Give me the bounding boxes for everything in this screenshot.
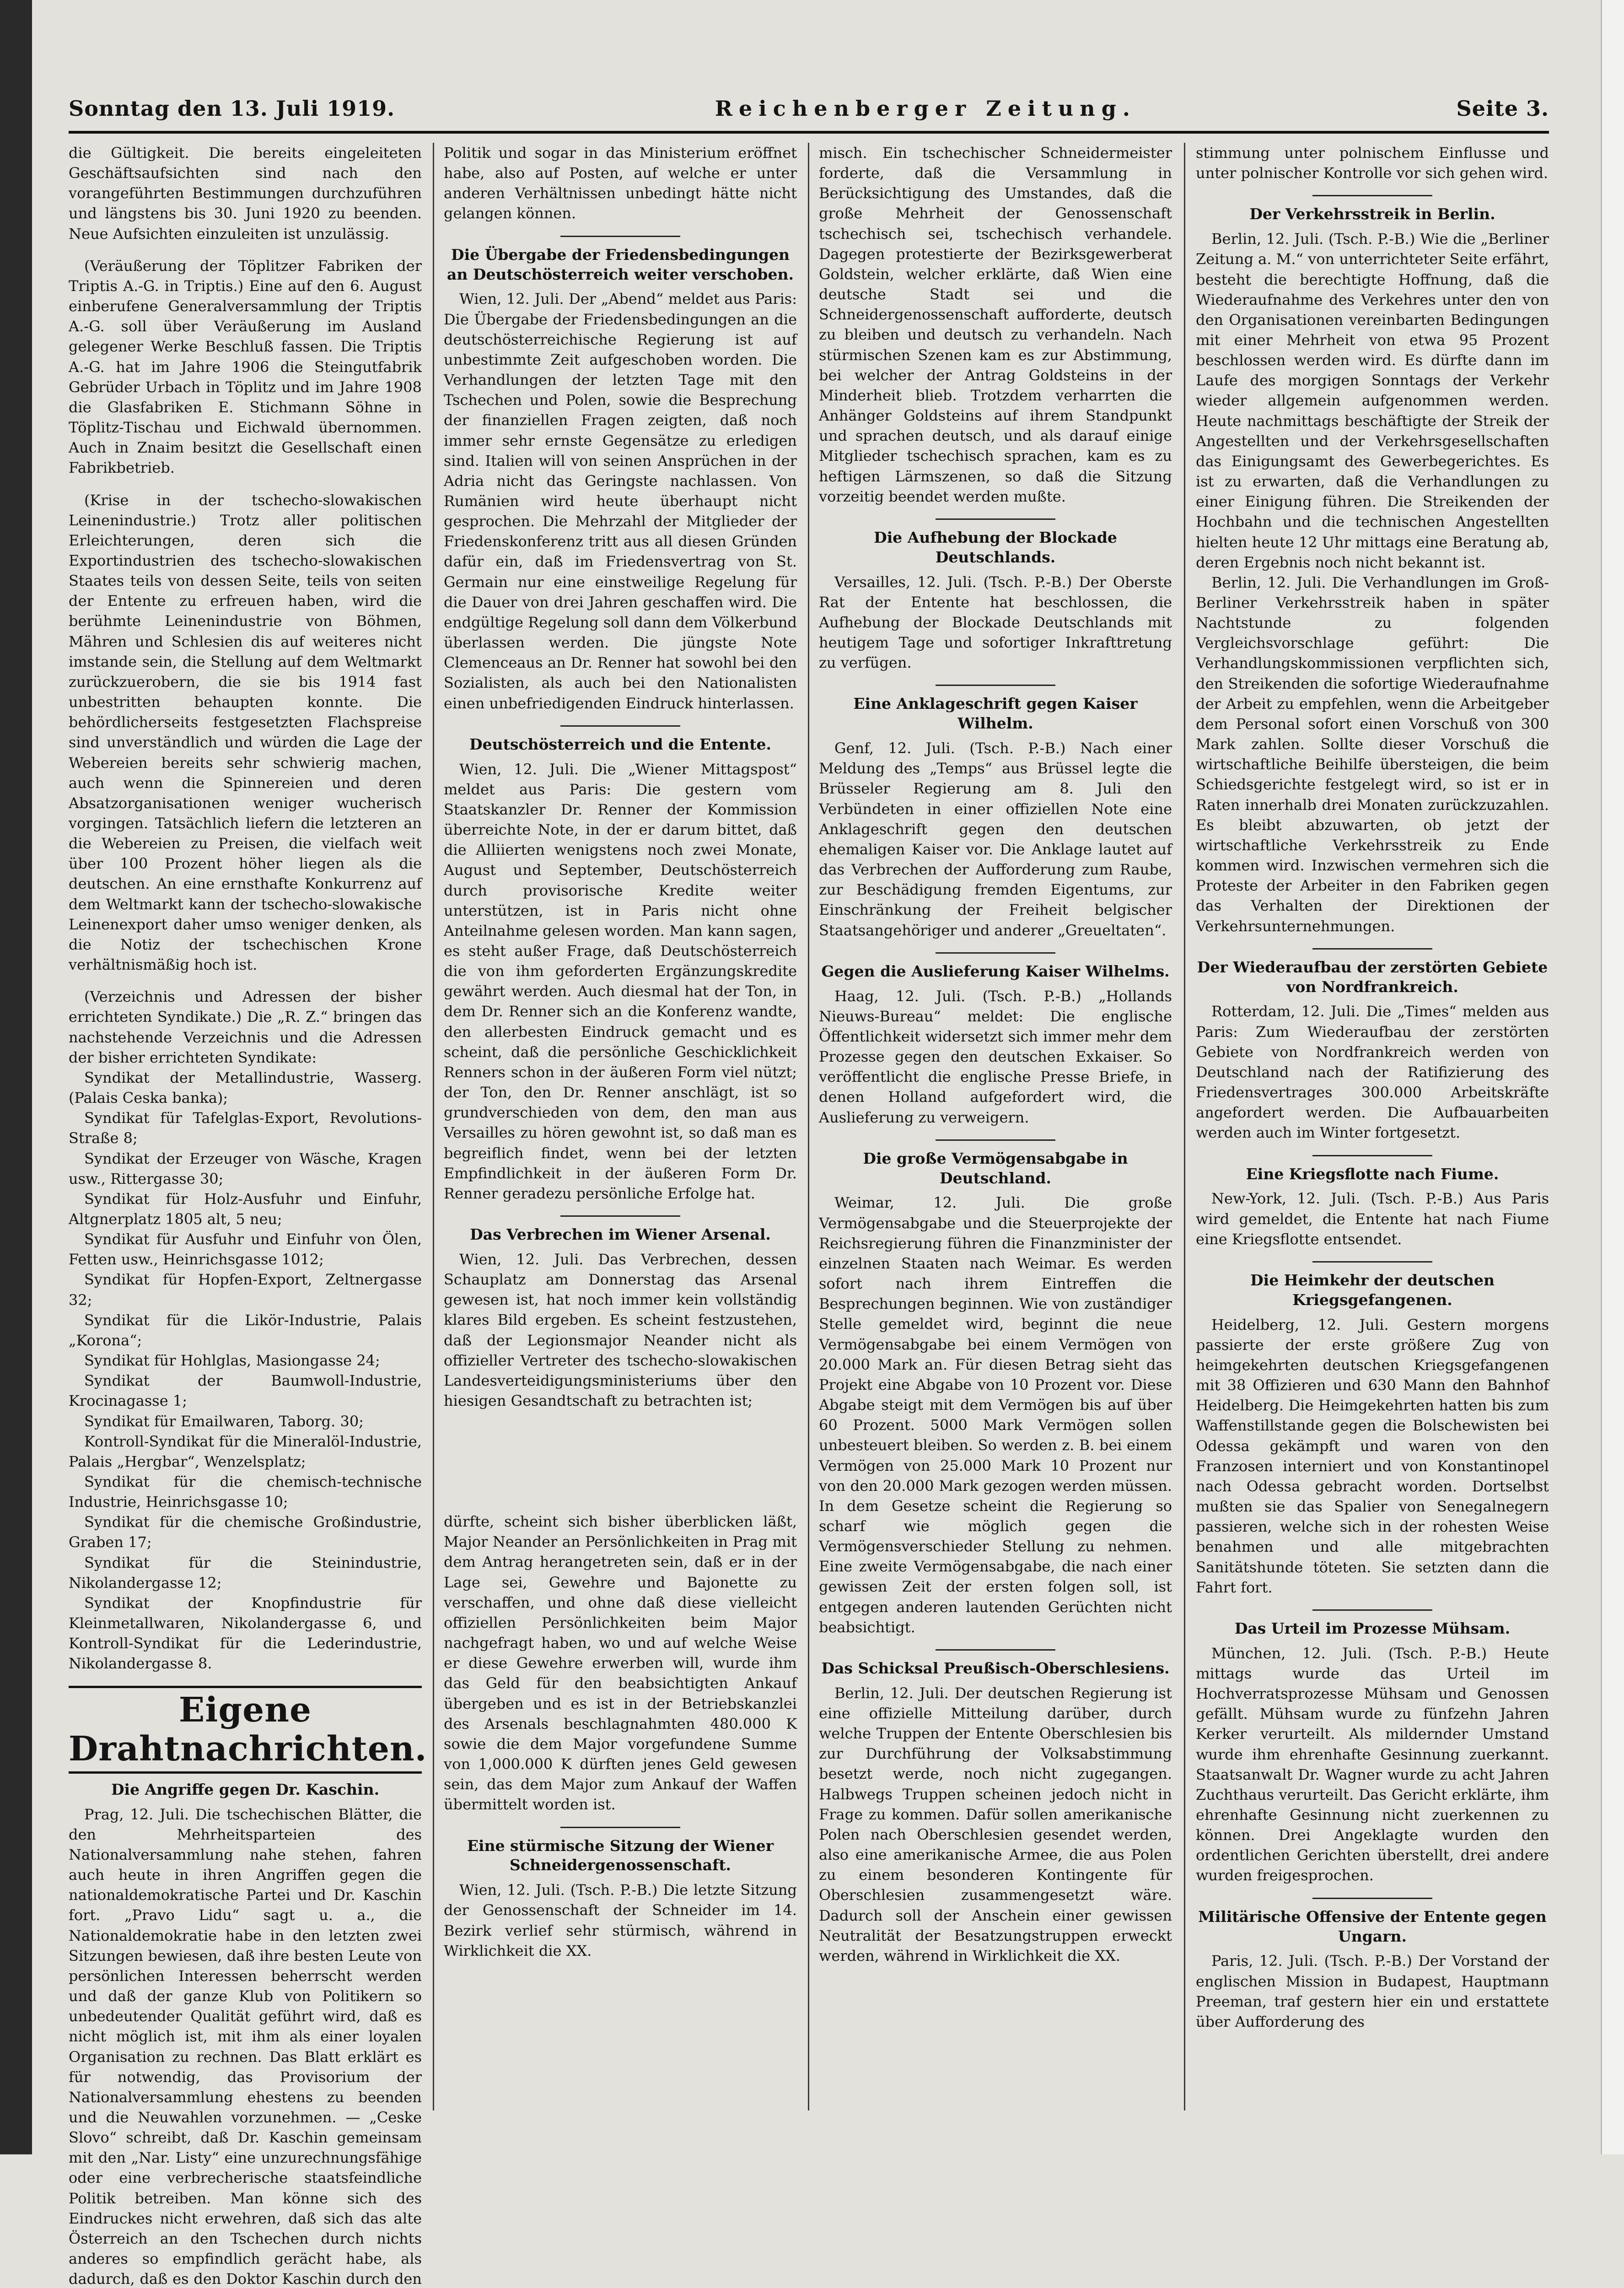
- article-headline: Das Urteil im Prozesse Mühsam.: [1234, 1619, 1511, 1637]
- article-body: Berlin, 12. Juli. Die Verhandlungen im Groß-Berliner Verkehrsstreik haben in später Nachtstunde zu folgenden Vergleichsvorschlage geführt: Die Verhandlungskommissionen verpflichten sich, den Streikenden die sofortige Wiederaufnahme der Arbeit zu empfehlen, wenn die Arbeitgeber dem Personal sofort einen Vorschuß von 300 Mark zahlen. Sollte dieser Vorschuß die wirtschaftliche Beihilfe übersteigen, die beim Schiedsgerichte festgelegt wird, so ist er in Raten innerhalb drei Monaten zurückzuzahlen. Es bleibt abzuwarten, ob jetzt der wirtschaftliche Verkehrsstreik zu Ende kommen wird. Inzwischen vermehren sich die Proteste der Arbeiter in den Fabriken gegen das Verhalten der Direktionen der Verkehrsunternehmungen.: [1196, 573, 1549, 935]
- article-headline: Die Angriffe gegen Dr. Kaschin.: [111, 1780, 380, 1798]
- article: [819, 528, 1172, 673]
- article-body: dürfte, scheint sich bisher überblicken läßt, Major Neander an Persönlichkeiten in Prag mit dem Antrag herangetreten sein, daß er in der Lage sei, Gewehre und Bajonette zu verschaffen, und ohne daß diese vielleicht offiziellen Persönlichkeiten beim Major nachgefragt haben, wo und auf welche Weise er diese Gewehre erwerben will, wurde ihm das Geld für den beabsichtigten Ankauf übergeben und es ist in der Betriebskanzlei des Arsenals beschlagnahmten 480.000 K sowie die dem Major vorgefundene Summe von 1,000.000 K dürften jenes Geld gewesen sein, das dem Major zum Ankauf der Waffen übermittelt worden ist.: [444, 1513, 797, 1813]
- article-body: Versailles, 12. Juli. (Tsch. P.-B.) Der Oberste Rat der Entente hat beschlossen, die Aufhebung der Blockade Deutschlands mit heutigem Tage und sofortiger Inkrafttretung zu verfügen.: [819, 573, 1172, 672]
- article: [69, 987, 422, 1673]
- article: [819, 143, 1172, 507]
- article-body: (Verzeichnis und Adressen der bisher errichteten Syndikate.) Die „R. Z.“ bringen das nachstehende Verzeichnis und die Adressen der bisher errichteten Syndikate:: [69, 988, 422, 1066]
- article-body: Berlin, 12. Juli. (Tsch. P.-B.) Wie die „Berliner Zeitung a. M.“ von unterrichteter Seite erfährt, besteht die berechtigte Hoffnung, daß die Wiederaufnahme des Verkehres unter den von den Organisationen vereinbarten Bedingungen mit einer Mehrheit von etwa 95 Prozent beschlossen werden wird. Es dürfte dann im Laufe des morgigen Sonntags der Verkehr wieder allgemein aufgenommen werden. Heute nachmittags beschäftigte der Streik der Angestellten und der Verkehrsgesellschaften das Einigungsamt des Gewerbegerichtes. Es ist zu erwarten, daß die Verhandlungen zu einer Einigung führen. Die Streikenden der Hochbahn und die technischen Angestellten hielten heute 12 Uhr mittags eine Beratung ab, deren Ergebnis noch nicht bekannt ist.: [1196, 230, 1549, 571]
- header-paper-title: Reichenberger Zeitung.: [715, 96, 1136, 121]
- list-item: Syndikat für die Steinindustrie, Nikolandergasse 12;: [69, 1554, 422, 1592]
- column-3: [819, 143, 1172, 2110]
- article: [1196, 143, 1549, 183]
- column-2: [444, 143, 797, 2110]
- article: [444, 735, 797, 1203]
- section-heading: Eigene Drahtnachrichten.: [69, 1686, 422, 1774]
- article-separator: [936, 1649, 1055, 1651]
- article: [819, 1659, 1172, 1966]
- article-headline: Militärische Offensive der Entente gegen Ungarn.: [1198, 1907, 1547, 1945]
- article-separator: [936, 518, 1055, 520]
- article-body: Wien, 12. Juli. Das Verbrechen, dessen Schauplatz am Donnerstag das Arsenal gewesen ist, hat noch immer kein vollständig klares Bild ergeben. Es scheint festzustehen, daß der Legionsmajor Neander nicht als offizieller Vertreter des tschecho-slowakischen Landesverteidigungsministeriums über den hiesigen Gesandtschaft zu betrachten ist;: [444, 1250, 797, 1409]
- article-headline: Deutschösterreich und die Entente.: [469, 735, 771, 753]
- article-body: Rotterdam, 12. Juli. Die „Times“ melden aus Paris: Zum Wiederaufbau der zerstörten Gebiete von Nordfrankreich werden von Deutschland nach der Ratifizierung des Friedensvertrages 300.000 Arbeitskräfte angefordert werden. Die Aufbauarbeiten werden auch im Winter fortgesetzt.: [1196, 1003, 1549, 1142]
- article-separator: [1312, 1261, 1432, 1263]
- article-headline: Die Übergabe der Friedensbedingungen an Deutschösterreich weiter verschoben.: [447, 245, 794, 283]
- article-body: Wien, 12. Juli. Der „Abend“ meldet aus Paris: Die Übergabe der Friedensbedingungen an die deutschösterreichische Regierung ist auf unbestimmte Zeit aufgeschoben worden. Die Verhandlungen der letzten Tage mit den Tschechen und Polen, sowie die Besprechung der finanziellen Fragen zeigten, daß noch immer sehr ernste Gegensätze zu erledigen sind. Italien will von seinen Ansprüchen in der Adria nicht das Geringste nachlassen. Von Rumänien wird heute überhaupt nicht gesprochen. Die Mehrzahl der Mitglieder der Friedenskonferenz tritt aus all diesen Gründen dafür ein, daß im Friedensvertrag von St. Germain nur eine einstweilige Regelung für die Dauer von drei Jahren geschaffen wird. Die endgültige Regelung soll dann dem Völkerbund überlassen werden. Die jüngste Note Clemenceaus an Dr. Renner hat sowohl bei den Sozialisten, als auch bei den Nationalisten einen unbefriedigenden Eindruck hinterlassen.: [444, 290, 797, 712]
- list-item: Syndikat für die chemische Großindustrie, Graben 17;: [69, 1513, 422, 1551]
- article-body: Wien, 12. Juli. Die „Wiener Mittagspost“ meldet aus Paris: Die gestern vom Staatskanzler Dr. Renner der Kommission überreichte Note, in der er darum bittet, daß die Alliierten wenigstens noch zwei Monate, August und September, Deutschösterreich durch provisorische Kredite weiter unterstützen, ist in Paris nicht ohne Anteilnahme gelesen worden. Man kann sagen, es steht außer Frage, daß Deutschösterreich die von ihm geforderten Ergänzungskredite gewährt werden. Auch diesmal hat der Ton, in dem Dr. Renner sich an die Konferenz wandte, den allerbesten Eindruck gemacht und es scheint, daß die persönliche Geschicklichkeit Renners schon in der äußeren Form viel nützt; der Ton, den Dr. Renner anschlägt, ist so grundverschieden von dem, den man aus Versailles zu hören gewohnt ist, so daß man es begreiflich findet, wenn bei der letzten Empfindlichkeit in der äußeren Form Dr. Renner geradezu persönliche Erfolge hat.: [444, 760, 797, 1202]
- article: [69, 1780, 422, 2288]
- column-4: [1196, 143, 1549, 2110]
- article-body: (Veräußerung der Töplitzer Fabriken der Triptis A.-G. in Triptis.) Eine auf den 6. August einberufene Generalversammlung der Triptis A.-G. soll über Veräußerung im Ausland gelegener Werke Beschluß fassen. Die Triptis A.-G. hat im Jahre 1906 die Steingutfabrik Gebrüder Urbach in Töplitz und im Jahre 1908 die Glasfabriken E. Stichmann Söhne in Töplitz-Tischau und Eichwald übernommen. Auch in Znaim besitzt die Gesellschaft einen Fabrikbetrieb.: [69, 257, 422, 477]
- article-headline: Die Aufhebung der Blockade Deutschlands.: [874, 528, 1117, 566]
- article: [1196, 1165, 1549, 1249]
- article-separator: [1312, 948, 1432, 950]
- article: [1196, 1907, 1549, 2032]
- article: [819, 694, 1172, 940]
- article-headline: Der Wiederaufbau der zerstörten Gebiete von Nordfrankreich.: [1197, 958, 1548, 996]
- column-1: [69, 143, 427, 2288]
- list-item: Syndikat für Hohlglas, Masiongasse 24;: [84, 1352, 380, 1370]
- article: [444, 1836, 797, 1961]
- list-item: Syndikat der Baumwoll-Industrie, Krocinagasse 1;: [69, 1372, 422, 1410]
- article: [819, 962, 1172, 1128]
- article: [444, 1225, 797, 1814]
- article-separator: [560, 1827, 680, 1828]
- article-separator: [1312, 1155, 1432, 1156]
- article-body: die Gültigkeit. Die bereits eingeleiteten Geschäftsaufsichten sind nach den vorangeführten Bestimmungen durchzuführen und längstens bis 30. Juni 1920 zu beenden. Neue Aufsichten einzuleiten ist unzulässig.: [69, 144, 422, 243]
- article: [69, 490, 422, 975]
- article-body: Prag, 12. Juli. Die tschechischen Blätter, die den Mehrheitsparteien des Nationalversammlung nahe stehen, fahren auch heute in ihren Angriffen gegen die nationaldemokratische Partei und Dr. Kaschin fort. „Pravo Lidu“ sagt u. a., die Nationaldemokratie habe in den letzten zwei Sitzungen bewiesen, daß ihre besten Leute von persönlichen Interessen beherrscht werden und daß der ganze Klub von Politikern so unbedeutender Qualität geführt wird, daß es nicht möglich ist, mit ihm als einer loyalen Organisation zu rechnen. Das Blatt erklärt es für notwendig, das Provisorium der Nationalversammlung ehestens zu beenden und die Neuwahlen vorzunehmen. — „Ceske Slovo“ schreibt, daß Dr. Kaschin gemeinsam mit den „Nar. Listy“ eine unzurechnungsfähige oder eine verbrecherische staatsfeindliche Politik betreiben. Man könne sich des Eindruckes nicht erwehren, daß sich das alte Österreich an den Tschechen durch nichts anderes so empfindlich gerächt habe, als dadurch, daß es den Doktor Kaschin durch den: [69, 1805, 422, 2288]
- page-header: [69, 92, 1549, 125]
- article: [69, 256, 422, 478]
- list-item: Syndikat der Knopfindustrie für Kleinmetallwaren, Nikolandergasse 6, und Kontroll-Syndikat für die Lederindustrie, Nikolandergasse 8.: [69, 1594, 422, 1673]
- article-separator: [560, 1215, 680, 1217]
- article-headline: Gegen die Auslieferung Kaiser Wilhelms.: [821, 962, 1170, 980]
- article-headline: Eine stürmische Sitzung der Wiener Schneidergenossenschaft.: [467, 1836, 774, 1874]
- article-body: stimmung unter polnischem Einflusse und unter polnischer Kontrolle vor sich gehen wird.: [1196, 144, 1549, 182]
- article-body: Weimar, 12. Juli. Die große Vermögensabgabe und die Steuerprojekte der Reichsregierung führen die Finanzminister der einzelnen Staaten nach Weimar. Es werden sofort nach ihrem Eintreffen die Besprechungen beginnen. Wie von zuständiger Stelle gemeldet wird, beginnt die neue Vermögensabgabe bei einem Vermögen von 20.000 Mark an. Für diesen Betrag sieht das Projekt eine Abgabe von 10 Prozent vor. Diese Abgabe steigt mit dem Vermögen bis auf über 60 Prozent. 5000 Mark Vermögen sollen unbesteuert bleiben. So werden z. B. bei einem Vermögen von 25.000 Mark 10 Prozent nur von den 20.000 Mark gezogen werden müssen. In dem Gesetze scheint die Regierung so scharf wie möglich gegen die Vermögensverschieder Stellung zu nehmen. Eine zweite Vermögensabgabe, die nach einer gewissen Zeit der ersten folgen soll, ist entgegen anderen lautenden Gerüchten nicht beabsichtigt.: [819, 1194, 1172, 1636]
- list-item: Syndikat der Metallindustrie, Wasserg. (Palais Ceska banka);: [69, 1068, 422, 1107]
- article-body: Politik und sogar in das Ministerium eröffnet habe, also auf Posten, auf welche er unter anderen Verhältnissen unbedingt hätte nicht gelangen können.: [444, 144, 797, 222]
- list-item: Syndikat für Tafelglas-Export, Revolutions-Straße 8;: [69, 1109, 422, 1147]
- article-separator: [560, 725, 680, 727]
- article-separator: [560, 236, 680, 237]
- syndicate-list: [69, 1068, 422, 1674]
- list-item: Syndikat für Ausfuhr und Einfuhr von Ölen, Fetten usw., Heinrichsgasse 1012;: [69, 1230, 422, 1268]
- article-body: (Krise in der tschecho-slowakischen Leinenindustrie.) Trotz aller politischen Erleichterungen, deren sich die Exportindustrien des tschecho-slowakischen Staates teils von dessen Seite, teils von seiten der Entente zu erfreuen haben, wird die berühmte Leinenindustrie von Böhmen, Mähren und Schlesien dis auf weiteres nicht imstande sein, die Stellung auf dem Weltmarkt zurückzuerobern, die sie bis 1914 fast unbestritten behaupten konnte. Die behördlicherseits festgesetzten Flachspreise sind unverständlich und würden die Lage der Webereien bereits sehr schwierig machen, auch wenn die Spinnereien und deren Absatzorganisationen weniger wucherisch vorgingen. Tatsächlich liefern die letzteren an die Webereien zu Preisen, die vielfach weit über 100 Prozent höher liegen als die deutschen. An eine ernsthafte Konkurrenz auf dem Weltmarkt kann der tschecho-slowakische Leinenexport daher umso weniger denken, als die Notiz der tschechischen Krone verhältnismäßig hoch ist.: [69, 491, 422, 974]
- article-body: New-York, 12. Juli. (Tsch. P.-B.) Aus Paris wird gemeldet, die Entente hat nach Fiume eine Kriegsflotte entsendet.: [1196, 1190, 1549, 1248]
- list-item: Syndikat für die chemisch-technische Industrie, Heinrichsgasse 10;: [69, 1473, 422, 1511]
- article-headline: Der Verkehrsstreik in Berlin.: [1249, 205, 1495, 223]
- article: [819, 1149, 1172, 1637]
- article: [444, 245, 797, 713]
- list-item: Syndikat für die Likör-Industrie, Palais „Korona“;: [69, 1311, 422, 1349]
- list-item: Syndikat für Emailwaren, Taborg. 30;: [84, 1412, 364, 1430]
- article: [1196, 1619, 1549, 1886]
- article-body: Berlin, 12. Juli. Der deutschen Regierung ist eine offizielle Mitteilung darüber, durch welche Truppen der Entente Oberschlesien bis zur Durchführung der Volksabstimmung besetzt werde, noch nicht zugegangen. Halbwegs Truppen scheinen jedoch nicht in Frage zu kommen. Dafür sollen amerikanische Polen nach Oberschlesien gesendet werden, also eine amerikanische Armee, die aus Polen zu einem besonderen Kontingente für Oberschlesien zusammengesetzt wäre. Dadurch soll der Anschein einer gewissen Neutralität der Besatzungstruppen erweckt werden, während in Wirklichkeit die XX.: [819, 1684, 1172, 1964]
- column-gap: [444, 1411, 797, 1511]
- article-separator: [936, 1139, 1055, 1141]
- article-body: Heidelberg, 12. Juli. Gestern morgens passierte der erste größere Zug von heimgekehrten deutschen Kriegsgefangenen mit 38 Offizieren und 630 Mann den Bahnhof Heidelberg. Die Heimgekehrten hatten bis zum Waffenstillstande gegen die Bolschewisten bei Odessa gekämpft und waren von den Franzosen interniert und von Konstantinopel nach Odessa gebracht worden. Dortselbst mußten sie das Spalier von Senegalnegern passieren, welche sich in der rohesten Weise benahmen und alle mitgebrachten Sanitätshunde töteten. Sie setzten dann die Fahrt fort.: [1196, 1316, 1549, 1596]
- scan-edge-right: [1601, 0, 1624, 2154]
- scan-edge-left: [0, 0, 32, 2154]
- article-separator: [936, 685, 1055, 686]
- article-headline: Die Heimkehr der deutschen Kriegsgefangenen.: [1250, 1271, 1495, 1309]
- article-body: Haag, 12. Juli. (Tsch. P.-B.) „Hollands Nieuws-Bureau“ meldet: Die englische Öffentlichkeit widersetzt sich immer mehr dem Prozesse gegen den deutschen Exkaiser. So veröffentlicht die englische Presse Briefe, in denen Holland aufgefordert wird, die Auslieferung zu verweigern.: [819, 987, 1172, 1126]
- article-body: Paris, 12. Juli. (Tsch. P.-B.) Der Vorstand der englischen Mission in Budapest, Hauptmann Preeman, traf gestern hier ein und erstattete über Aufforderung des: [1196, 1952, 1549, 2030]
- newspaper-page: [69, 92, 1549, 2288]
- article: [1196, 958, 1549, 1143]
- list-item: Syndikat für Hopfen-Export, Zeltnergasse 32;: [69, 1271, 422, 1309]
- article-separator: [1312, 1609, 1432, 1611]
- header-rule: [69, 131, 1549, 134]
- article-body: Genf, 12. Juli. (Tsch. P.-B.) Nach einer Meldung des „Temps“ aus Brüssel legte die Brüsseler Regierung am 8. Juli den Verbündeten in einer offiziellen Note eine Anklageschrift gegen den deutschen ehemaligen Kaiser vor. Die Anklage lautet auf das Verbrechen der Aufforderung zum Raube, zur Beschädigung fremden Eigentums, zur Einschränkung der Freiheit belgischer Staatsangehöriger und anderer „Greueltaten“.: [819, 739, 1172, 939]
- article-body: Wien, 12. Juli. (Tsch. P.-B.) Die letzte Sitzung der Genossenschaft der Schneider im 14. Bezirk verlief sehr stürmisch, während in Wirklichkeit die XX.: [444, 1881, 797, 1959]
- article-headline: Die große Vermögensabgabe in Deutschland.: [863, 1149, 1128, 1187]
- article-headline: Eine Anklageschrift gegen Kaiser Wilhelm.: [853, 695, 1138, 733]
- article: [444, 143, 797, 224]
- header-page-number: Seite 3.: [1456, 96, 1549, 121]
- article-headline: Eine Kriegsflotte nach Fiume.: [1246, 1165, 1499, 1183]
- article: [1196, 205, 1549, 936]
- article: [1196, 1271, 1549, 1597]
- article-body: misch. Ein tschechischer Schneidermeister forderte, daß die Versammlung in Berücksichtigung des Umstandes, daß die große Mehrheit der Genossenschaft tschechisch sei, tschechisch verhandele. Dagegen protestierte der Bezirksgewerberat Goldstein, welcher erklärte, daß Wien eine deutsche Stadt sei und die Schneidergenossenschaft aufforderte, deutsch zu bleiben und deutsch zu verhandeln. Nach stürmischen Szenen kam es zur Abstimmung, bei welcher der Antrag Goldsteins in der Minderheit blieb. Trotzdem verharrten die Anhänger Goldsteins auf ihrem Standpunkt und sprachen deutsch, und als darauf einige Mitglieder tschechisch sprachen, kam es zu heftigen Lärmszenen, so daß die Sitzung vorzeitig beendet werden mußte.: [819, 144, 1172, 505]
- list-item: Syndikat der Erzeuger von Wäsche, Kragen usw., Rittergasse 30;: [69, 1149, 422, 1187]
- list-item: Kontroll-Syndikat für die Mineralöl-Industrie, Palais „Hergbar“, Wenzelsplatz;: [69, 1432, 422, 1470]
- header-date: Sonntag den 13. Juli 1919.: [69, 96, 395, 121]
- list-item: Syndikat für Holz-Ausfuhr und Einfuhr, Altgnerplatz 1805 alt, 5 neu;: [69, 1190, 422, 1228]
- article-body: München, 12. Juli. (Tsch. P.-B.) Heute mittags wurde das Urteil im Hochverratsprozesse Mühsam und Genossen gefällt. Mühsam wurde zu fünfzehn Jahren Kerker verurteilt. Als mildernder Umstand wurde ihm ehrenhafte Gesinnung zuerkannt. Staatsanwalt Dr. Wagner wurde zu acht Jahren Zuchthaus verurteilt. Das Gericht erklärte, ihm ehrenhafte Gesinnung nicht zuerkennen zu können. Drei Angeklagte wurden den ordentlichen Gerichten überstellt, drei andere wurden freigesprochen.: [1196, 1644, 1549, 1884]
- article-columns: [69, 143, 1549, 2288]
- article-headline: Das Verbrechen im Wiener Arsenal.: [470, 1225, 771, 1244]
- article: [69, 143, 422, 244]
- article-separator: [1312, 195, 1432, 196]
- article-separator: [936, 952, 1055, 954]
- article-separator: [1312, 1898, 1432, 1899]
- article-headline: Das Schicksal Preußisch-Oberschlesiens.: [821, 1659, 1170, 1677]
